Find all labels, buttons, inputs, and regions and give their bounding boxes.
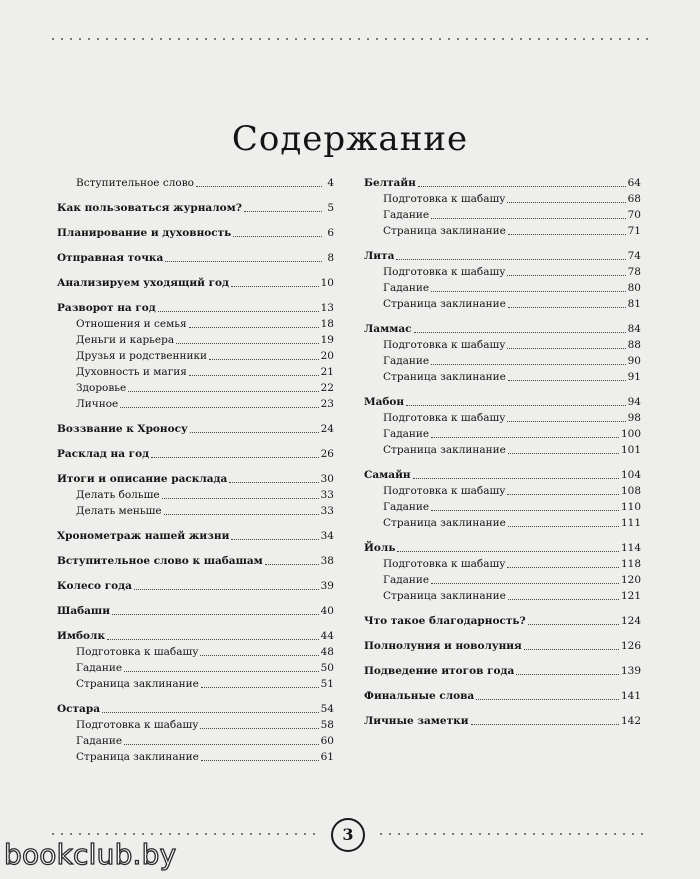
dot-leader bbox=[471, 723, 619, 725]
toc-entry-title: Вступительное слово bbox=[76, 177, 194, 189]
toc-page-number: 101 bbox=[620, 444, 641, 456]
toc-page-number: 19 bbox=[320, 334, 334, 346]
toc-page-number: 81 bbox=[627, 298, 641, 310]
toc-section-entry[interactable] bbox=[57, 199, 334, 215]
toc-page-number: 33 bbox=[320, 505, 334, 517]
toc-page-number: 18 bbox=[320, 318, 334, 330]
toc-entry-title: Страница заклинание bbox=[383, 298, 506, 310]
toc-page-number: 50 bbox=[320, 662, 334, 674]
section-gap bbox=[57, 593, 334, 602]
toc-page-number: 141 bbox=[620, 690, 641, 702]
toc-subentry[interactable] bbox=[57, 174, 334, 190]
footer-dotted-border-right bbox=[380, 833, 648, 835]
dot-leader bbox=[189, 326, 319, 328]
toc-section-entry[interactable] bbox=[57, 700, 334, 716]
toc-subentry[interactable] bbox=[364, 571, 641, 587]
dot-leader bbox=[476, 698, 619, 700]
section-gap bbox=[364, 384, 641, 393]
toc-entry-title: Отношения и семья bbox=[76, 318, 187, 330]
toc-page-number: 34 bbox=[320, 530, 334, 542]
toc-subentry[interactable] bbox=[364, 279, 641, 295]
toc-entry-title: Страница заклинание bbox=[383, 517, 506, 529]
dot-leader bbox=[431, 363, 625, 365]
toc-entry-title: Анализируем уходящий год bbox=[57, 277, 230, 289]
toc-subentry[interactable] bbox=[364, 206, 641, 222]
toc-entry-title: Разворот на год bbox=[57, 302, 156, 314]
toc-page-number: 68 bbox=[627, 193, 641, 205]
dot-leader bbox=[524, 648, 619, 650]
toc-entry-title: Вступительное слово к шабашам bbox=[57, 555, 263, 567]
toc-page-number: 10 bbox=[320, 277, 334, 289]
toc-page-number: 90 bbox=[627, 355, 641, 367]
toc-entry-title: Гадание bbox=[383, 428, 430, 440]
toc-subentry[interactable] bbox=[57, 643, 334, 659]
dot-leader bbox=[431, 509, 619, 511]
dot-leader bbox=[134, 588, 319, 590]
dot-leader bbox=[507, 420, 625, 422]
dot-leader bbox=[102, 711, 319, 713]
toc-page-number: 24 bbox=[320, 423, 334, 435]
dot-leader bbox=[508, 452, 619, 454]
toc-subentry[interactable] bbox=[57, 315, 334, 331]
toc-subentry[interactable] bbox=[57, 748, 334, 764]
dot-leader bbox=[229, 481, 318, 483]
toc-entry-title: Подготовка к шабашу bbox=[76, 719, 199, 731]
dot-leader bbox=[176, 342, 319, 344]
toc-entry-title: Шабаши bbox=[57, 605, 110, 617]
toc-entry-title: Остара bbox=[57, 703, 100, 715]
toc-page-number: 6 bbox=[327, 227, 334, 239]
toc-page-number: 118 bbox=[620, 558, 641, 570]
toc-section-entry[interactable] bbox=[364, 539, 641, 555]
toc-page-number: 142 bbox=[620, 715, 641, 727]
toc-entry-title: Страница заклинание bbox=[76, 678, 199, 690]
toc-page-number: 21 bbox=[320, 366, 334, 378]
section-gap bbox=[364, 238, 641, 247]
toc-page-number: 80 bbox=[627, 282, 641, 294]
toc-section-entry[interactable] bbox=[364, 393, 641, 409]
toc-subentry[interactable] bbox=[364, 482, 641, 498]
toc-page-number: 23 bbox=[320, 398, 334, 410]
toc-page-number: 111 bbox=[620, 517, 641, 529]
toc-entry-title: Имболк bbox=[57, 630, 106, 642]
toc-page-number: 51 bbox=[320, 678, 334, 690]
dot-leader bbox=[516, 673, 619, 675]
toc-entry-title: Личные заметки bbox=[364, 715, 469, 727]
toc-entry-title: Духовность и магия bbox=[76, 366, 187, 378]
dot-leader bbox=[120, 406, 318, 408]
toc-page-number: 22 bbox=[320, 382, 334, 394]
dot-leader bbox=[413, 477, 619, 479]
dot-leader bbox=[507, 493, 619, 495]
toc-subentry[interactable] bbox=[57, 659, 334, 675]
dot-leader bbox=[189, 374, 319, 376]
dot-leader bbox=[507, 201, 625, 203]
toc-section-entry[interactable] bbox=[57, 445, 334, 461]
top-dotted-border bbox=[52, 38, 648, 40]
toc-entry-title: Подведение итогов года bbox=[364, 665, 515, 677]
toc-subentry[interactable] bbox=[364, 498, 641, 514]
toc-page-number: 44 bbox=[320, 630, 334, 642]
toc-page-number: 71 bbox=[627, 225, 641, 237]
dot-leader bbox=[397, 550, 618, 552]
toc-subentry[interactable] bbox=[364, 587, 641, 603]
dot-leader bbox=[396, 258, 625, 260]
toc-subentry[interactable] bbox=[364, 425, 641, 441]
toc-subentry[interactable] bbox=[57, 331, 334, 347]
dot-leader bbox=[231, 285, 319, 287]
section-gap bbox=[57, 290, 334, 299]
toc-entry-title: Страница заклинание bbox=[383, 225, 506, 237]
toc-page-number: 64 bbox=[627, 177, 641, 189]
dot-leader bbox=[265, 563, 319, 565]
section-gap bbox=[57, 691, 334, 700]
toc-page-number: 91 bbox=[627, 371, 641, 383]
dot-leader bbox=[201, 686, 319, 688]
section-gap bbox=[57, 190, 334, 199]
toc-subentry[interactable] bbox=[364, 514, 641, 530]
toc-entry-title: Итоги и описание расклада bbox=[57, 473, 228, 485]
dot-leader bbox=[528, 623, 619, 625]
dot-leader bbox=[508, 525, 619, 527]
toc-entry-title: Гадание bbox=[383, 282, 430, 294]
toc-entry-title: Подготовка к шабашу bbox=[383, 558, 506, 570]
toc-subentry[interactable] bbox=[57, 395, 334, 411]
dot-leader bbox=[244, 210, 322, 212]
toc-page-number: 110 bbox=[620, 501, 641, 513]
toc-subentry[interactable] bbox=[57, 502, 334, 518]
toc-section-entry[interactable] bbox=[57, 470, 334, 486]
dot-leader bbox=[233, 235, 322, 237]
toc-subentry[interactable] bbox=[57, 732, 334, 748]
section-gap bbox=[57, 411, 334, 420]
dot-leader bbox=[200, 654, 318, 656]
section-gap bbox=[57, 618, 334, 627]
watermark: bookclub.by bbox=[4, 838, 177, 871]
section-gap bbox=[57, 436, 334, 445]
toc-page-number: 61 bbox=[320, 751, 334, 763]
toc-entry-title: Гадание bbox=[383, 501, 430, 513]
toc-entry-title: Гадание bbox=[76, 735, 123, 747]
footer-dotted-border-left bbox=[52, 833, 320, 835]
dot-leader bbox=[162, 497, 319, 499]
toc-page-number: 114 bbox=[620, 542, 641, 554]
dot-leader bbox=[508, 306, 626, 308]
toc-right-column bbox=[364, 174, 641, 728]
dot-leader bbox=[507, 347, 625, 349]
dot-leader bbox=[209, 358, 319, 360]
toc-page-number: 54 bbox=[320, 703, 334, 715]
dot-leader bbox=[508, 379, 626, 381]
toc-entry-title: Хронометраж нашей жизни bbox=[57, 530, 230, 542]
toc-page-number: 60 bbox=[320, 735, 334, 747]
toc-subentry[interactable] bbox=[57, 347, 334, 363]
toc-page-number: 98 bbox=[627, 412, 641, 424]
toc-entry-title: Подготовка к шабашу bbox=[383, 266, 506, 278]
toc-section-entry[interactable] bbox=[364, 247, 641, 263]
toc-page-number: 121 bbox=[620, 590, 641, 602]
toc-page-number: 78 bbox=[627, 266, 641, 278]
toc-subentry[interactable] bbox=[57, 363, 334, 379]
dot-leader bbox=[196, 185, 322, 187]
page-title: Содержание bbox=[231, 118, 469, 159]
section-gap bbox=[364, 311, 641, 320]
toc-entry-title: Делать больше bbox=[76, 489, 160, 501]
toc-entry-title: Гадание bbox=[383, 355, 430, 367]
section-gap bbox=[57, 543, 334, 552]
section-gap bbox=[364, 678, 641, 687]
toc-page-number: 48 bbox=[320, 646, 334, 658]
toc-subentry[interactable] bbox=[364, 222, 641, 238]
section-gap bbox=[57, 240, 334, 249]
page-number: 3 bbox=[331, 818, 365, 852]
toc-page-number: 26 bbox=[320, 448, 334, 460]
toc-subentry[interactable] bbox=[364, 368, 641, 384]
dot-leader bbox=[164, 513, 319, 515]
toc-section-entry[interactable] bbox=[57, 602, 334, 618]
dot-leader bbox=[418, 185, 626, 187]
dot-leader bbox=[151, 456, 319, 458]
section-gap bbox=[57, 265, 334, 274]
toc-page-number: 4 bbox=[327, 177, 334, 189]
toc-page-number: 104 bbox=[620, 469, 641, 481]
toc-section-entry[interactable] bbox=[364, 174, 641, 190]
section-gap bbox=[364, 457, 641, 466]
toc-page-number: 108 bbox=[620, 485, 641, 497]
toc-page-number: 84 bbox=[627, 323, 641, 335]
toc-subentry[interactable] bbox=[57, 716, 334, 732]
toc-entry-title: Что такое благодарность? bbox=[364, 615, 526, 627]
toc-entry-title: Ламмас bbox=[364, 323, 412, 335]
toc-page-number: 124 bbox=[620, 615, 641, 627]
section-gap bbox=[57, 518, 334, 527]
dot-leader bbox=[431, 290, 625, 292]
toc-page-number: 39 bbox=[320, 580, 334, 592]
toc-section-entry[interactable] bbox=[57, 274, 334, 290]
toc-page-number: 88 bbox=[627, 339, 641, 351]
toc-entry-title: Подготовка к шабашу bbox=[76, 646, 199, 658]
section-gap bbox=[364, 703, 641, 712]
toc-page-number: 70 bbox=[627, 209, 641, 221]
toc-section-entry[interactable] bbox=[364, 637, 641, 653]
toc-page-number: 13 bbox=[320, 302, 334, 314]
toc-entry-title: Расклад на год bbox=[57, 448, 150, 460]
toc-section-entry[interactable] bbox=[57, 299, 334, 315]
toc-entry-title: Подготовка к шабашу bbox=[383, 193, 506, 205]
toc-entry-title: Друзья и родственники bbox=[76, 350, 208, 362]
toc-subentry[interactable] bbox=[364, 555, 641, 571]
dot-leader bbox=[190, 431, 319, 433]
dot-leader bbox=[128, 390, 318, 392]
toc-subentry[interactable] bbox=[57, 379, 334, 395]
toc-entry-title: Подготовка к шабашу bbox=[383, 412, 506, 424]
toc-entry-title: Финальные слова bbox=[364, 690, 475, 702]
dot-leader bbox=[158, 310, 319, 312]
section-gap bbox=[57, 215, 334, 224]
dot-leader bbox=[508, 598, 619, 600]
toc-entry-title: Страница заклинание bbox=[76, 751, 199, 763]
section-gap bbox=[57, 461, 334, 470]
toc-entry-title: Колесо года bbox=[57, 580, 132, 592]
toc-subentry[interactable] bbox=[364, 409, 641, 425]
toc-entry-title: Лита bbox=[364, 250, 395, 262]
dot-leader bbox=[508, 233, 626, 235]
toc-section-entry[interactable] bbox=[57, 577, 334, 593]
toc-page-number: 5 bbox=[327, 202, 334, 214]
toc-subentry[interactable] bbox=[57, 675, 334, 691]
toc-page-number: 139 bbox=[620, 665, 641, 677]
toc-entry-title: Страница заклинание bbox=[383, 590, 506, 602]
dot-leader bbox=[200, 727, 318, 729]
toc-section-entry[interactable] bbox=[364, 320, 641, 336]
dot-leader bbox=[414, 331, 626, 333]
toc-page-number: 74 bbox=[627, 250, 641, 262]
toc-page-number: 20 bbox=[320, 350, 334, 362]
toc-section-entry[interactable] bbox=[364, 687, 641, 703]
toc-subentry[interactable] bbox=[364, 352, 641, 368]
toc-entry-title: Страница заклинание bbox=[383, 444, 506, 456]
dot-leader bbox=[507, 274, 625, 276]
toc-section-entry[interactable] bbox=[57, 224, 334, 240]
toc-entry-title: Самайн bbox=[364, 469, 411, 481]
toc-entry-title: Гадание bbox=[383, 574, 430, 586]
toc-entry-title: Мабон bbox=[364, 396, 405, 408]
toc-subentry[interactable] bbox=[364, 190, 641, 206]
toc-section-entry[interactable] bbox=[57, 527, 334, 543]
toc-entry-title: Деньги и карьера bbox=[76, 334, 175, 346]
toc-entry-title: Страница заклинание bbox=[383, 371, 506, 383]
toc-entry-title: Гадание bbox=[383, 209, 430, 221]
toc-page-number: 30 bbox=[320, 473, 334, 485]
section-gap bbox=[57, 568, 334, 577]
toc-page-number: 38 bbox=[320, 555, 334, 567]
toc-subentry[interactable] bbox=[57, 486, 334, 502]
toc-subentry[interactable] bbox=[364, 263, 641, 279]
toc-entry-title: Личное bbox=[76, 398, 119, 410]
toc-subentry[interactable] bbox=[364, 336, 641, 352]
section-gap bbox=[364, 603, 641, 612]
toc-subentry[interactable] bbox=[364, 295, 641, 311]
toc-entry-title: Планирование и духовность bbox=[57, 227, 232, 239]
toc-entry-title: Подготовка к шабашу bbox=[383, 485, 506, 497]
toc-entry-title: Отправная точка bbox=[57, 252, 164, 264]
dot-leader bbox=[507, 566, 619, 568]
toc-entry-title: Полнолуния и новолуния bbox=[364, 640, 522, 652]
section-gap bbox=[364, 530, 641, 539]
toc-section-entry[interactable] bbox=[364, 662, 641, 678]
dot-leader bbox=[165, 260, 322, 262]
toc-page-number: 94 bbox=[627, 396, 641, 408]
dot-leader bbox=[124, 743, 318, 745]
dot-leader bbox=[406, 404, 626, 406]
toc-entry-title: Гадание bbox=[76, 662, 123, 674]
toc-section-entry[interactable] bbox=[57, 249, 334, 265]
dot-leader bbox=[431, 582, 619, 584]
toc-section-entry[interactable] bbox=[57, 420, 334, 436]
section-gap bbox=[364, 628, 641, 637]
toc-page-number: 40 bbox=[320, 605, 334, 617]
toc-left-column bbox=[57, 174, 334, 764]
toc-section-entry[interactable] bbox=[364, 466, 641, 482]
toc-page-number: 126 bbox=[620, 640, 641, 652]
dot-leader bbox=[201, 759, 319, 761]
dot-leader bbox=[431, 436, 619, 438]
toc-section-entry[interactable] bbox=[57, 627, 334, 643]
toc-page-number: 100 bbox=[620, 428, 641, 440]
toc-page-number: 33 bbox=[320, 489, 334, 501]
toc-section-entry[interactable] bbox=[364, 612, 641, 628]
section-gap bbox=[364, 653, 641, 662]
dot-leader bbox=[107, 638, 319, 640]
toc-section-entry[interactable] bbox=[364, 712, 641, 728]
toc-page-number: 8 bbox=[327, 252, 334, 264]
toc-page-number: 58 bbox=[320, 719, 334, 731]
toc-section-entry[interactable] bbox=[57, 552, 334, 568]
dot-leader bbox=[124, 670, 318, 672]
toc-entry-title: Делать меньше bbox=[76, 505, 162, 517]
toc-page-number: 120 bbox=[620, 574, 641, 586]
dot-leader bbox=[431, 217, 625, 219]
toc-entry-title: Йоль bbox=[364, 542, 396, 554]
toc-entry-title: Подготовка к шабашу bbox=[383, 339, 506, 351]
toc-subentry[interactable] bbox=[364, 441, 641, 457]
dot-leader bbox=[231, 538, 318, 540]
toc-entry-title: Как пользоваться журналом? bbox=[57, 202, 242, 214]
dot-leader bbox=[112, 613, 319, 615]
toc-entry-title: Воззвание к Хроносу bbox=[57, 423, 188, 435]
toc-entry-title: Белтайн bbox=[364, 177, 416, 189]
toc-entry-title: Здоровье bbox=[76, 382, 127, 394]
